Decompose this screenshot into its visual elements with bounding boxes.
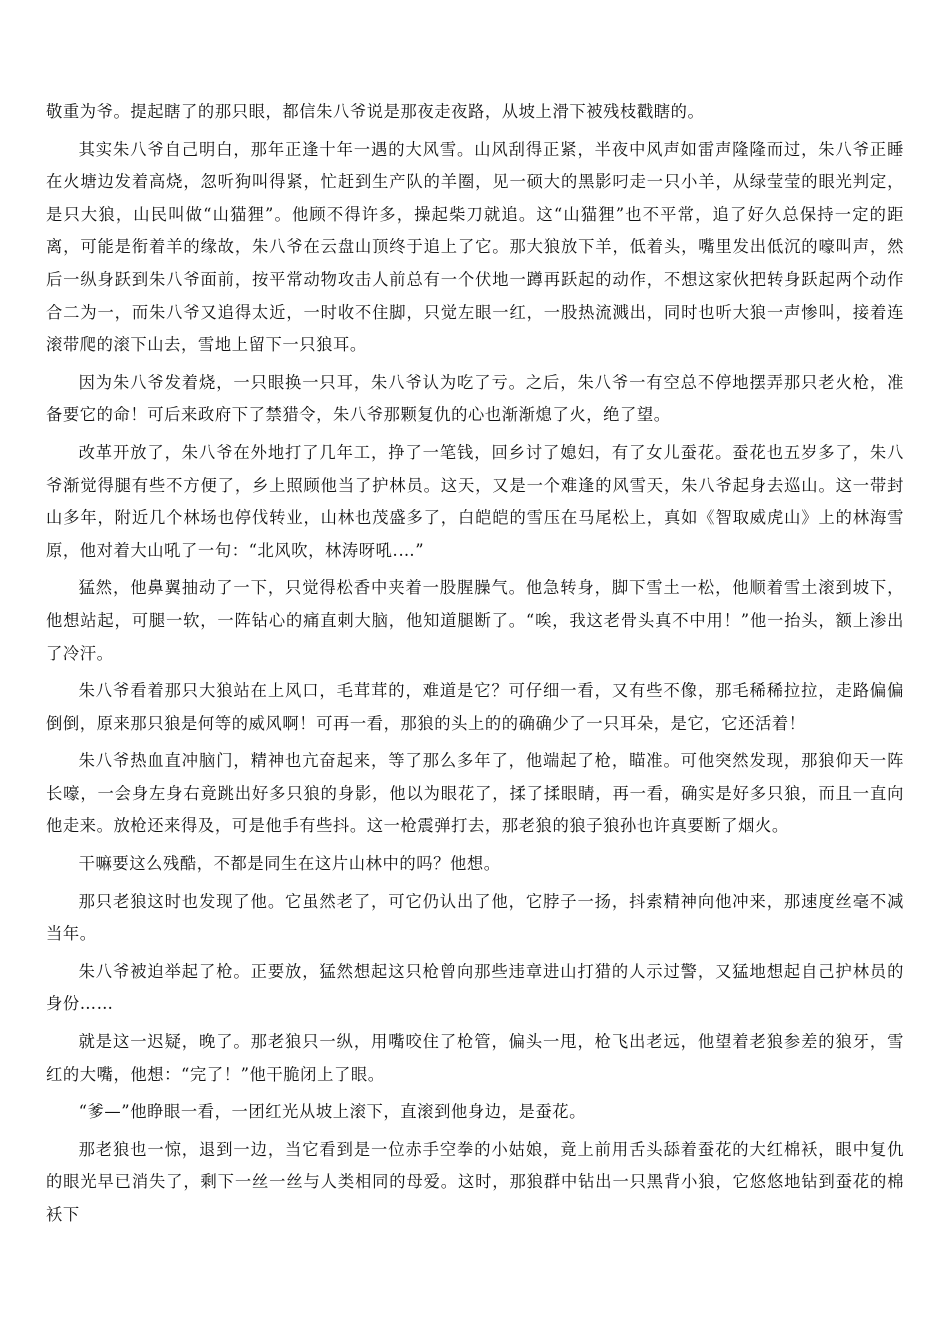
paragraph: 猛然，他鼻翼抽动了一下，只觉得松香中夹着一股腥臊气。他急转身，脚下雪土一松，他顺着雪土滚到坡下，他想站起，可腿一软，一阵钻心的痛直刺大脑，他知道腿断了。“唉，我这老骨头真不中用！”他一抬头，额上渗出了冷汗。: [46, 578, 904, 663]
paragraph: “爹—”他睁眼一看，一团红光从坡上滚下，直滚到他身边，是蚕花。: [78, 1102, 587, 1122]
paragraph: 干嘛要这么残酷，不都是同生在这片山林中的吗？他想。: [78, 854, 501, 874]
paragraph: 那只老狼这时也发现了他。它虽然老了，可它仍认出了他，它脖子一扬，抖索精神向他冲来，那速度丝毫不减当年。: [46, 891, 904, 944]
paragraph: 那老狼也一惊，退到一边，当它看到是一位赤手空拳的小姑娘，竟上前用舌头舔着蚕花的大红棉袄，眼中复仇的眼光早已消失了，剩下一丝一丝与人类相同的母爱。这时，那狼群中钻出一只黑背小狼，它悠悠地钻到蚕花的棉袄下: [46, 1139, 904, 1224]
paragraph: 改革开放了，朱八爷在外地打了几年工，挣了一笔钱，回乡讨了媳妇，有了女儿蚕花。蚕花也五岁多了，朱八爷渐觉得腿有些不方便了，乡上照顾他当了护林员。这天，又是一个难逢的风雪天，朱八爷起身去巡山。这一带封山多年，附近几个林场也停伐转业，山林也茂盛多了，白皑皑的雪压在马尾松上，真如《智取威虎山》上的林海雪原，他对着大山吼了一句：“北风吹，林涛呀吼.…”: [46, 442, 904, 560]
paragraph: 其实朱八爷自己明白，那年正逢十年一遇的大风雪。山风刮得正紧，半夜中风声如雷声隆隆而过，朱八爷正睡在火塘边发着高烧，忽听狗叫得紧，忙赶到生产队的羊圈，见一硕大的黑影叼走一只小羊，从绿莹莹的眼光判定，是只大狼，山民叫做“山猫狸”。他顾不得许多，操起柴刀就追。这“山猫狸”也不平常，追了好久总保持一定的距离，可能是衔着羊的缘故，朱八爷在云盘山顶终于追上了它。那大狼放下羊，低着头，嘴里发出低沉的嚎叫声，然后一纵身跃到朱八爷面前，按平常动物攻击人前总有一个伏地一蹲再跃起的动作，不想这家伙把转身跃起两个动作合二为一，而朱八爷又追得太近，一时收不住脚，只觉左眼一红，一股热流溅出，同时也听大狼一声惨叫，接着连滚带爬的滚下山去，雪地上留下一只狼耳。: [46, 139, 904, 355]
document-body: [46, 96, 904, 1237]
paragraph-continued: 敬重为爷。提起瞎了的那只眼，都信朱八爷说是那夜走夜路，从坡上滑下被残枝戳瞎的。: [46, 102, 705, 121]
paragraph: 朱八爷热血直冲脑门，精神也亢奋起来，等了那么多年了，他端起了枪，瞄准。可他突然发现，那狼仰天一阵长嚎，一会身左身右竟跳出好多只狼的身影，他以为眼花了，揉了揉眼睛，再一看，确实是好多只狼，而且一直向他走来。放枪还来得及，可是他手有些抖。这一枪震弹打去，那老狼的狼子狼孙也许真要断了烟火。: [46, 751, 904, 836]
paragraph: 因为朱八爷发着烧，一只眼换一只耳，朱八爷认为吃了亏。之后，朱八爷一有空总不停地摆弄那只老火枪，准备要它的命！可后来政府下了禁猎令，朱八爷那颗复仇的心也渐渐熄了火，绝了望。: [46, 372, 904, 425]
paragraph: 就是这一迟疑，晚了。那老狼只一纵，用嘴咬住了枪管，偏头一甩，枪飞出老远，他望着老狼参差的狼牙，雪红的大嘴，他想：“完了！”他干脆闭上了眼。: [46, 1032, 904, 1084]
paragraph: 朱八爷看着那只大狼站在上风口，毛茸茸的，难道是它？可仔细一看，又有些不像，那毛稀稀拉拉，走路偏偏倒倒，原来那只狼是何等的威风啊！可再一看，那狼的头上的的确确少了一只耳朵，是它，它还活着！: [46, 681, 904, 733]
paragraph: 朱八爷被迫举起了枪。正要放，猛然想起这只枪曾向那些违章进山打猎的人示过警，又猛地想起自己护林员的身份……: [46, 961, 904, 1014]
